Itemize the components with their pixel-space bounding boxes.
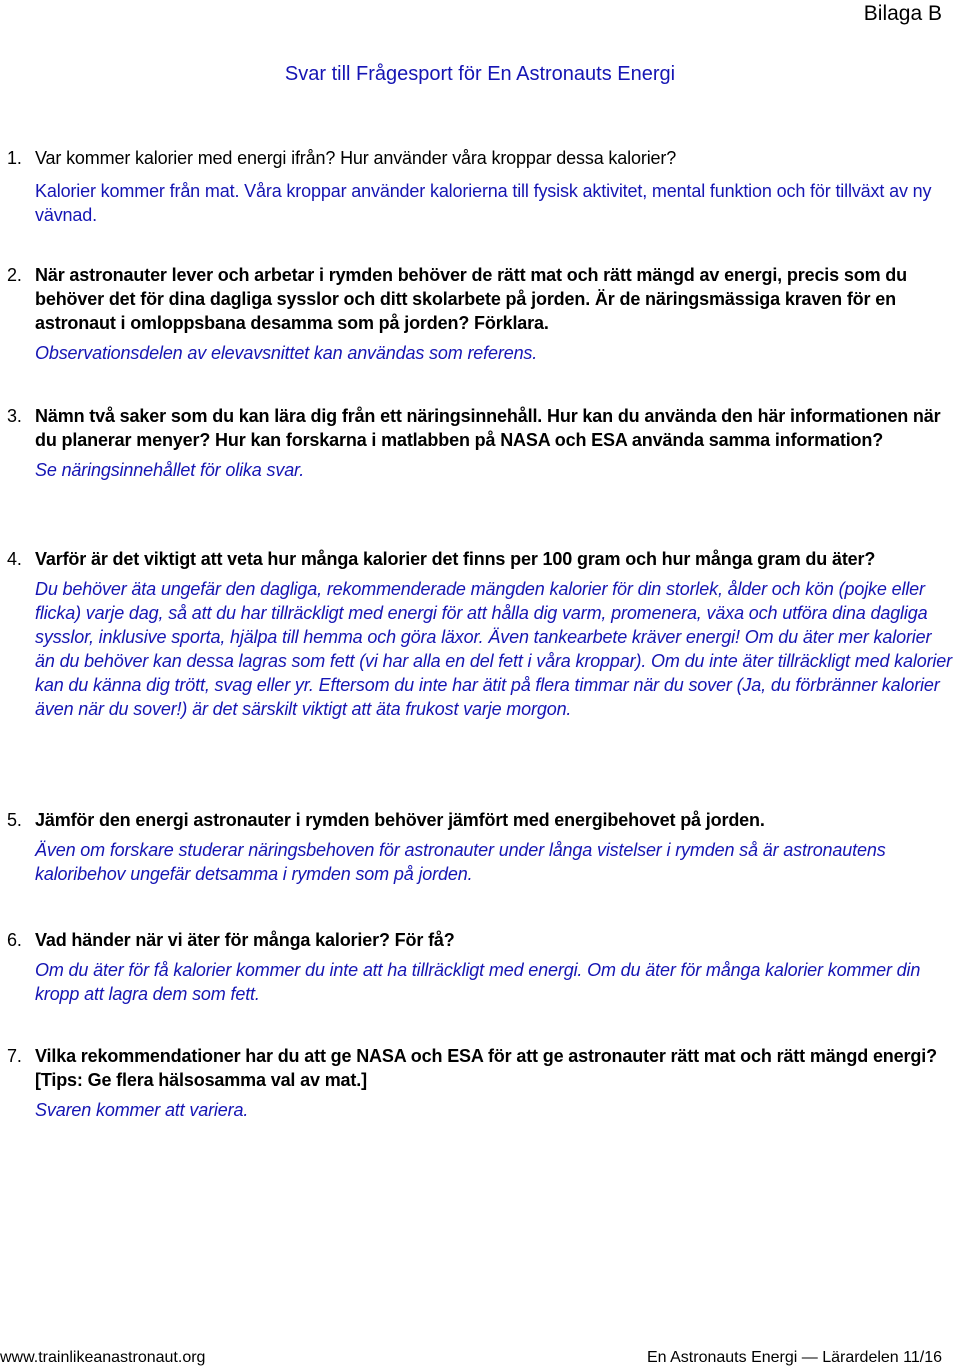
answer-6: Om du äter för få kalorier kommer du inte att ha tillräckligt med energi. Om du äter för många kalorier kommer din kropp att lagra dem som fett. (35, 960, 921, 1004)
footer-page-info: En Astronauts Energi — Lärardelen 11/16 (647, 1349, 942, 1366)
answer-4: Du behöver äta ungefär den dagliga, rekommenderade mängden kalorier för din storlek, ålder och kön (pojke eller flicka) varje dag, så att du har tillräckligt med energi för att hålla dig varm, promenera, växa och utföra dina dagliga sysslor, inklusive sporta, hjälpa till hemma och göra läxor. Även tankearbete kräver energi! Om du äter mer kalorier än du behöver kan dessa lagras som fett (vi har alla en del fett i våra kroppar). Om du inte äter tillräckligt med kalorier kan du känna dig trött, svag eller yr. Eftersom du inte har ätit på flera timmar när du sover (Ja, du förbränner kalorier även när du sover!) är det särskilt viktigt att äta frukost varje morgon. (35, 579, 952, 719)
question-text: Vad händer när vi äter för många kalorier? För få? (35, 930, 455, 950)
question-number: 1. (7, 148, 22, 168)
question-number: 2. (7, 265, 22, 285)
qa-item-2 (7, 263, 952, 365)
question-text: Vilka rekommendationer har du att ge NASA och ESA för att ge astronauter rätt mat och rätt mängd energi? [Tips: Ge flera hälsosamma val av mat.] (35, 1046, 937, 1090)
question-text: Var kommer kalorier med energi ifrån? Hur använder våra kroppar dessa kalorier? (35, 148, 677, 168)
qa-item-5 (7, 808, 952, 886)
qa-item-3 (7, 404, 952, 482)
question-number: 4. (7, 549, 22, 569)
answer-5: Även om forskare studerar näringsbehoven för astronauter under långa vistelser i rymden så är astronautens kaloribehov ungefär detsamma i rymden som på jorden. (35, 840, 886, 884)
question-text: Jämför den energi astronauter i rymden behöver jämfört med energibehovet på jorden. (35, 810, 765, 830)
question-number: 5. (7, 810, 22, 830)
answer-7: Svaren kommer att variera. (35, 1100, 249, 1120)
question-text: Nämn två saker som du kan lära dig från ett näringsinnehåll. Hur kan du använda den här informationen när du planerar menyer? Hur kan forskarna i matlabben på NASA och ESA använda samma information? (35, 406, 941, 450)
qa-item-4 (7, 547, 952, 721)
question-2 (7, 263, 952, 335)
question-7 (7, 1044, 952, 1092)
qa-item-6 (7, 928, 952, 1006)
question-text: När astronauter lever och arbetar i rymden behöver de rätt mat och rätt mängd av energi, precis som du behöver det för dina dagliga sysslor och ditt skolarbete på jorden. Är de näringsmässiga kraven för en astronaut i omloppsbana desamma som på jorden? Förklara. (35, 265, 907, 333)
answer-3: Se näringsinnehållet för olika svar. (35, 460, 305, 480)
answer-2: Observationsdelen av elevavsnittet kan användas som referens. (35, 343, 538, 363)
question-number: 6. (7, 930, 22, 950)
qa-item-7 (7, 1044, 952, 1122)
appendix-label: Bilaga B (863, 2, 942, 25)
question-4 (7, 547, 952, 571)
answer-1: Kalorier kommer från mat. Våra kroppar använder kalorierna till fysisk aktivitet, mental funktion och för tillväxt av ny vävnad. (35, 181, 932, 225)
question-number: 7. (7, 1046, 22, 1066)
qa-item-1 (7, 146, 952, 227)
page-title: Svar till Frågesport för En Astronauts Energi (284, 63, 676, 85)
question-text: Varför är det viktigt att veta hur många kalorier det finns per 100 gram och hur många gram du äter? (35, 549, 876, 569)
question-5 (7, 808, 952, 832)
question-3 (7, 404, 952, 452)
footer-website: www.trainlikeanastronaut.org (0, 1349, 206, 1366)
question-6 (7, 928, 952, 952)
question-number: 3. (7, 406, 22, 426)
question-1 (7, 146, 952, 170)
